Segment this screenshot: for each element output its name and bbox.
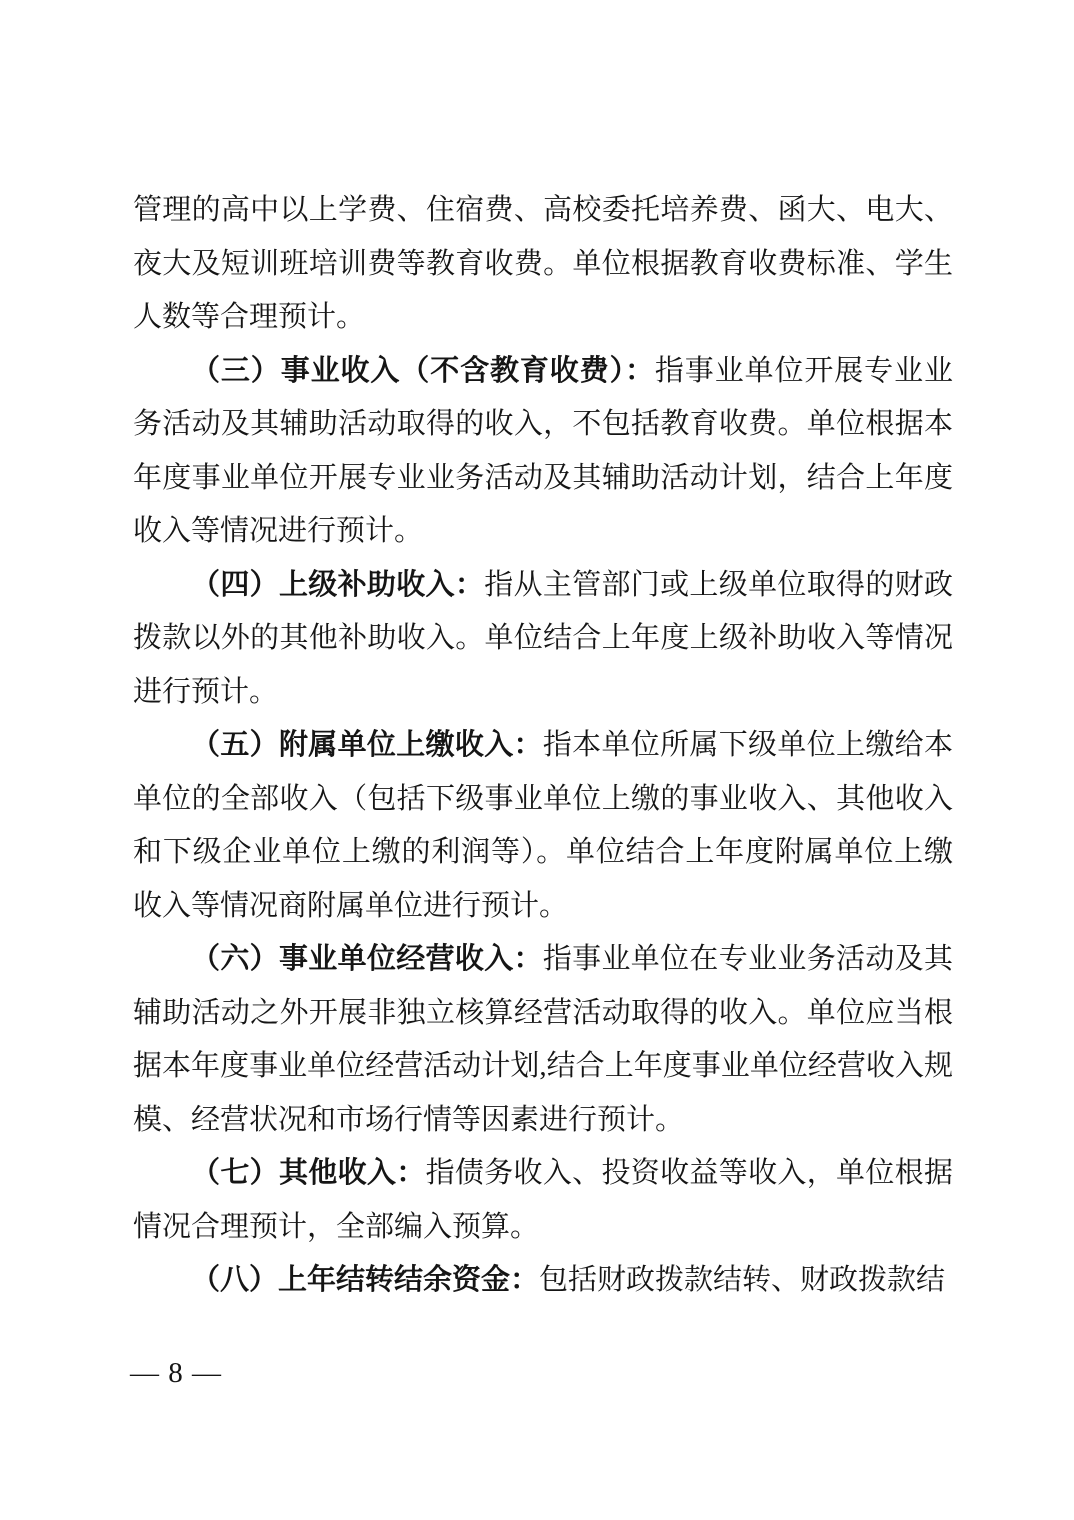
paragraph-lead: （五）附属单位上缴收入： bbox=[191, 729, 543, 761]
paragraph bbox=[133, 184, 953, 345]
paragraph bbox=[133, 1254, 953, 1308]
paragraph-lead: （三）事业收入（不含教育收费）： bbox=[191, 354, 655, 387]
page-number: — 8 — bbox=[130, 1357, 222, 1389]
paragraph-body: 指债务收入、投资收益等收入，单位根据情况合理预计，全部编入预算。 bbox=[133, 1157, 953, 1243]
paragraph bbox=[133, 1147, 953, 1254]
paragraph-body: 指从主管部门或上级单位取得的财政拨款以外的其他补助收入。单位结合上年度上级补助收入等情况进行预计。 bbox=[133, 568, 953, 708]
paragraph-lead: （八）上年结转结余资金： bbox=[191, 1264, 540, 1296]
paragraph-body: 指本单位所属下级单位上缴给本单位的全部收入（包括下级事业单位上缴的事业收入、其他收入和下级企业单位上缴的利润等）。单位结合上年度附属单位上缴收入等情况商附属单位进行预计。 bbox=[133, 729, 953, 922]
paragraph bbox=[133, 719, 953, 933]
paragraph-lead: （七）其他收入： bbox=[191, 1157, 426, 1189]
paragraph-body: 指事业单位在专业业务活动及其辅助活动之外开展非独立核算经营活动取得的收入。单位应当根据本年度事业单位经营活动计划,结合上年度事业单位经营收入规模、经营状况和市场行情等因素进行预计。 bbox=[133, 943, 953, 1136]
paragraph bbox=[133, 933, 953, 1147]
paragraph-body: 管理的高中以上学费、住宿费、高校委托培养费、函大、电大、夜大及短训班培训费等教育收费。单位根据教育收费标准、学生人数等合理预计。 bbox=[133, 194, 953, 333]
paragraph-lead: （四）上级补助收入： bbox=[191, 568, 485, 601]
paragraph-body: 包括财政拨款结转、财政拨款结 bbox=[539, 1264, 946, 1296]
paragraph-body: 指事业单位开展专业业务活动及其辅助活动取得的收入，不包括教育收费。单位根据本年度事业单位开展专业业务活动及其辅助活动计划，结合上年度收入等情况进行预计。 bbox=[133, 354, 953, 547]
paragraph bbox=[133, 345, 953, 559]
paragraph bbox=[133, 559, 953, 720]
paragraph-lead: （六）事业单位经营收入： bbox=[191, 943, 543, 975]
document-body bbox=[133, 184, 953, 1308]
